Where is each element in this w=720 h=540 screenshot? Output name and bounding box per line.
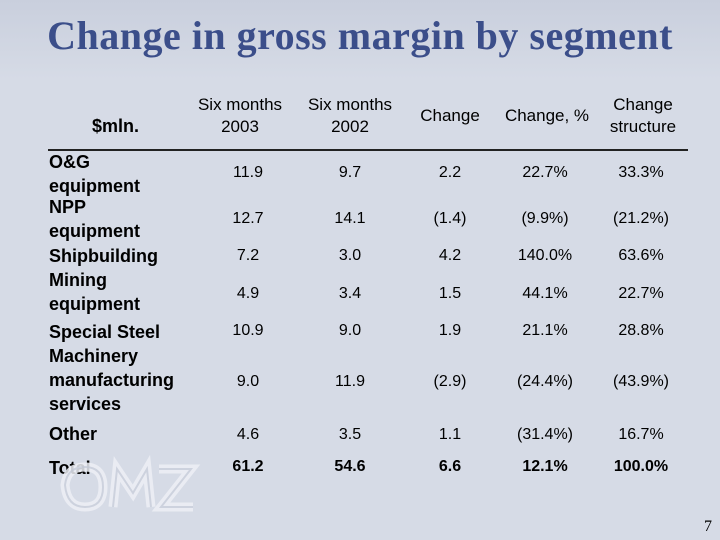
- cell: 4.9: [236, 285, 260, 302]
- slide-title: Change in gross margin by segment: [47, 13, 673, 58]
- cell: (31.4%): [516, 426, 574, 443]
- cell: 63.6%: [618, 247, 664, 264]
- cell: 28.8%: [618, 322, 664, 339]
- cell: 44.1%: [522, 285, 568, 302]
- cell: 3.5: [338, 426, 362, 443]
- cell: 33.3%: [618, 164, 664, 181]
- page-number: 7: [704, 518, 712, 535]
- header-six-months-2002: Six months 2002: [307, 95, 393, 136]
- row-label-machinery-services: Machinery manufacturing services: [49, 346, 175, 414]
- cell: 4.6: [236, 426, 260, 443]
- header-six-months-2003: Six months 2003: [197, 95, 283, 136]
- row-label-shipbuilding: Shipbuilding: [49, 246, 158, 266]
- cell: (21.2%): [612, 210, 670, 227]
- header-change: Change: [420, 106, 480, 125]
- cell: 140.0%: [517, 247, 573, 264]
- row-label-mining-equipment: Mining equipment: [49, 270, 141, 314]
- cell: 14.1: [334, 210, 366, 227]
- cell: 9.0: [236, 373, 260, 390]
- cell: 10.9: [232, 322, 264, 339]
- cell: (9.9%): [521, 210, 569, 227]
- cell: 54.6: [334, 458, 366, 475]
- cell: 12.1%: [522, 458, 568, 475]
- cell: 4.2: [438, 247, 462, 264]
- row-label-other: Other: [49, 424, 98, 444]
- header-change-structure: Change structure: [609, 95, 677, 136]
- row-label-og-equipment: O&G equipment: [49, 152, 141, 196]
- cell: 1.5: [438, 285, 462, 302]
- cell: 61.2: [232, 458, 264, 475]
- cell: 12.7: [232, 210, 264, 227]
- cell: 3.4: [338, 285, 362, 302]
- cell: 9.7: [338, 164, 362, 181]
- cell: 6.6: [438, 458, 462, 475]
- cell: 22.7%: [522, 164, 568, 181]
- cell: 11.9: [233, 164, 263, 181]
- cell: 9.0: [338, 322, 362, 339]
- cell: 2.2: [438, 164, 462, 181]
- cell: 1.9: [438, 322, 462, 339]
- header-change-percent: Change, %: [504, 106, 590, 125]
- cell: (1.4): [433, 210, 467, 227]
- cell: 22.7%: [618, 285, 664, 302]
- omz-logo-watermark-icon: [55, 455, 205, 535]
- cell: 21.1%: [522, 322, 568, 339]
- row-label-npp-equipment: NPP equipment: [49, 197, 141, 241]
- cell: (2.9): [433, 373, 467, 390]
- cell: 16.7%: [618, 426, 664, 443]
- cell: 7.2: [236, 247, 260, 264]
- cell: 11.9: [335, 373, 365, 390]
- cell: (24.4%): [516, 373, 574, 390]
- row-label-total: Total: [49, 458, 91, 478]
- cell: 100.0%: [613, 458, 669, 475]
- cell: 3.0: [338, 247, 362, 264]
- cell: (43.9%): [612, 373, 670, 390]
- row-label-special-steel: Special Steel: [49, 322, 161, 342]
- unit-label: $mln.: [92, 116, 140, 136]
- cell: 1.1: [438, 426, 462, 443]
